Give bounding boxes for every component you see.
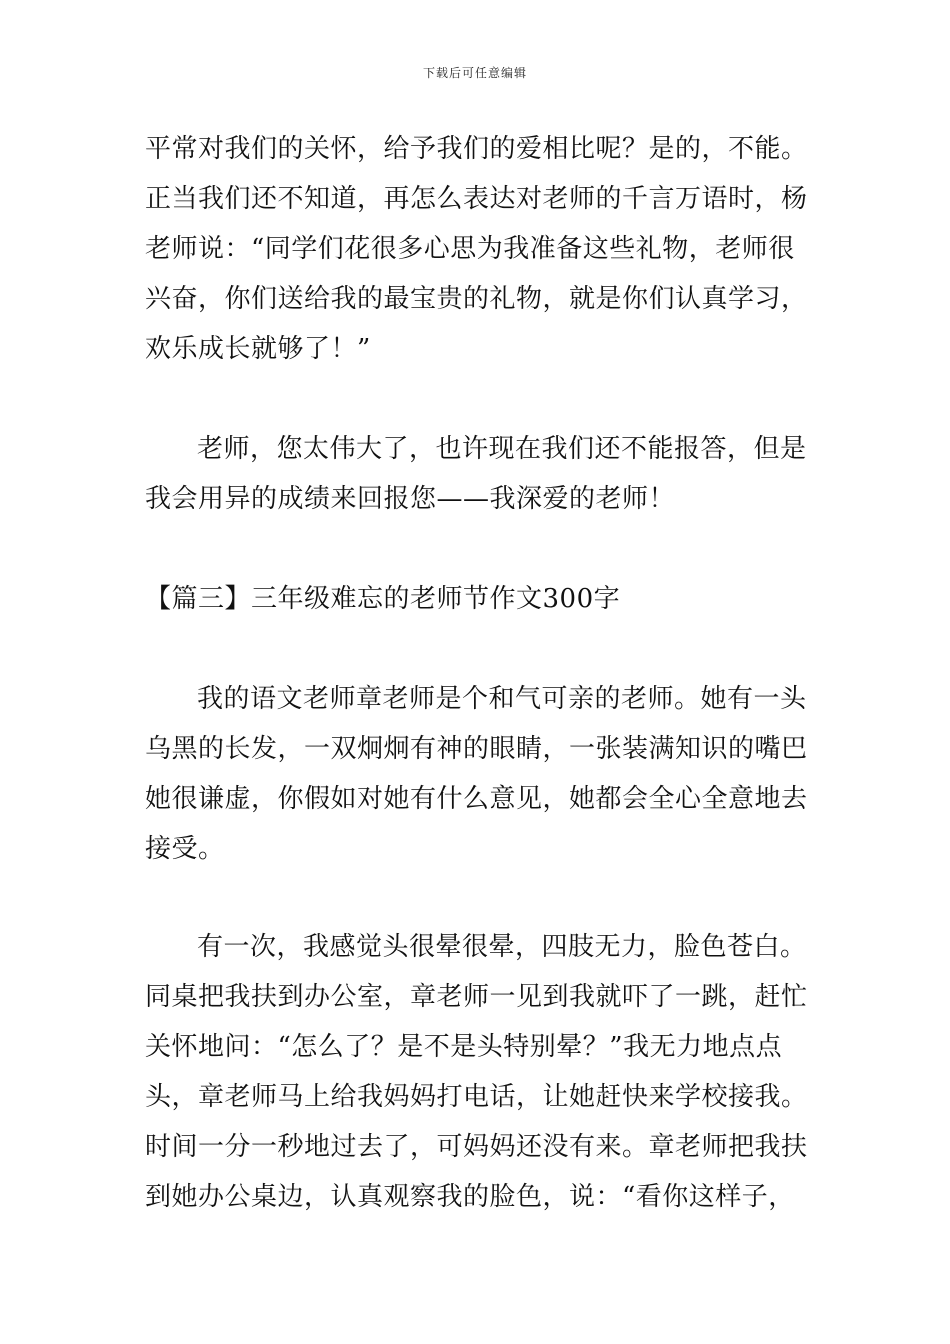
text-line: 我会用异的成绩来回报您——我深爱的老师！ [145,484,676,514]
page-header: 下载后可任意编辑 [422,66,527,80]
section-heading: 【篇三】三年级难忘的老师节作文300字 [145,584,621,614]
text-line: 平常对我们的关怀，给予我们的爱相比呢？是的，不能。 [145,134,808,164]
text-line: 接受。 [145,834,225,864]
text-line: 欢乐成长就够了！” [145,334,371,364]
text-line: 到她办公桌边，认真观察我的脸色，说：“看你这样子， [145,1182,795,1212]
text-line: 同桌把我扶到办公室，章老师一见到我就吓了一跳，赶忙 [145,982,808,1012]
text-line: 头，章老师马上给我妈妈打电话，让她赶快来学校接我。 [145,1082,808,1112]
text-line: 她很谦虚，你假如对她有什么意见，她都会全心全意地去 [145,784,808,814]
text-line: 正当我们还不知道，再怎么表达对老师的千言万语时，杨 [145,184,808,214]
text-line: 我的语文老师章老师是个和气可亲的老师。她有一头 [197,684,807,714]
text-line: 兴奋，你们送给我的最宝贵的礼物，就是你们认真学习， [145,284,808,314]
text-line: 关怀地问：“怎么了？是不是头特别晕？”我无力地点点 [145,1032,783,1062]
text-line: 老师，您太伟大了，也许现在我们还不能报答，但是 [197,434,807,464]
text-line: 时间一分一秒地过去了，可妈妈还没有来。章老师把我扶 [145,1132,808,1162]
text-line: 乌黑的长发，一双炯炯有神的眼睛，一张装满知识的嘴巴 [145,734,808,764]
text-line: 有一次，我感觉头很晕很晕，四肢无力，脸色苍白。 [197,932,807,962]
text-line: 老师说：“同学们花很多心思为我准备这些礼物，老师很 [145,234,795,264]
